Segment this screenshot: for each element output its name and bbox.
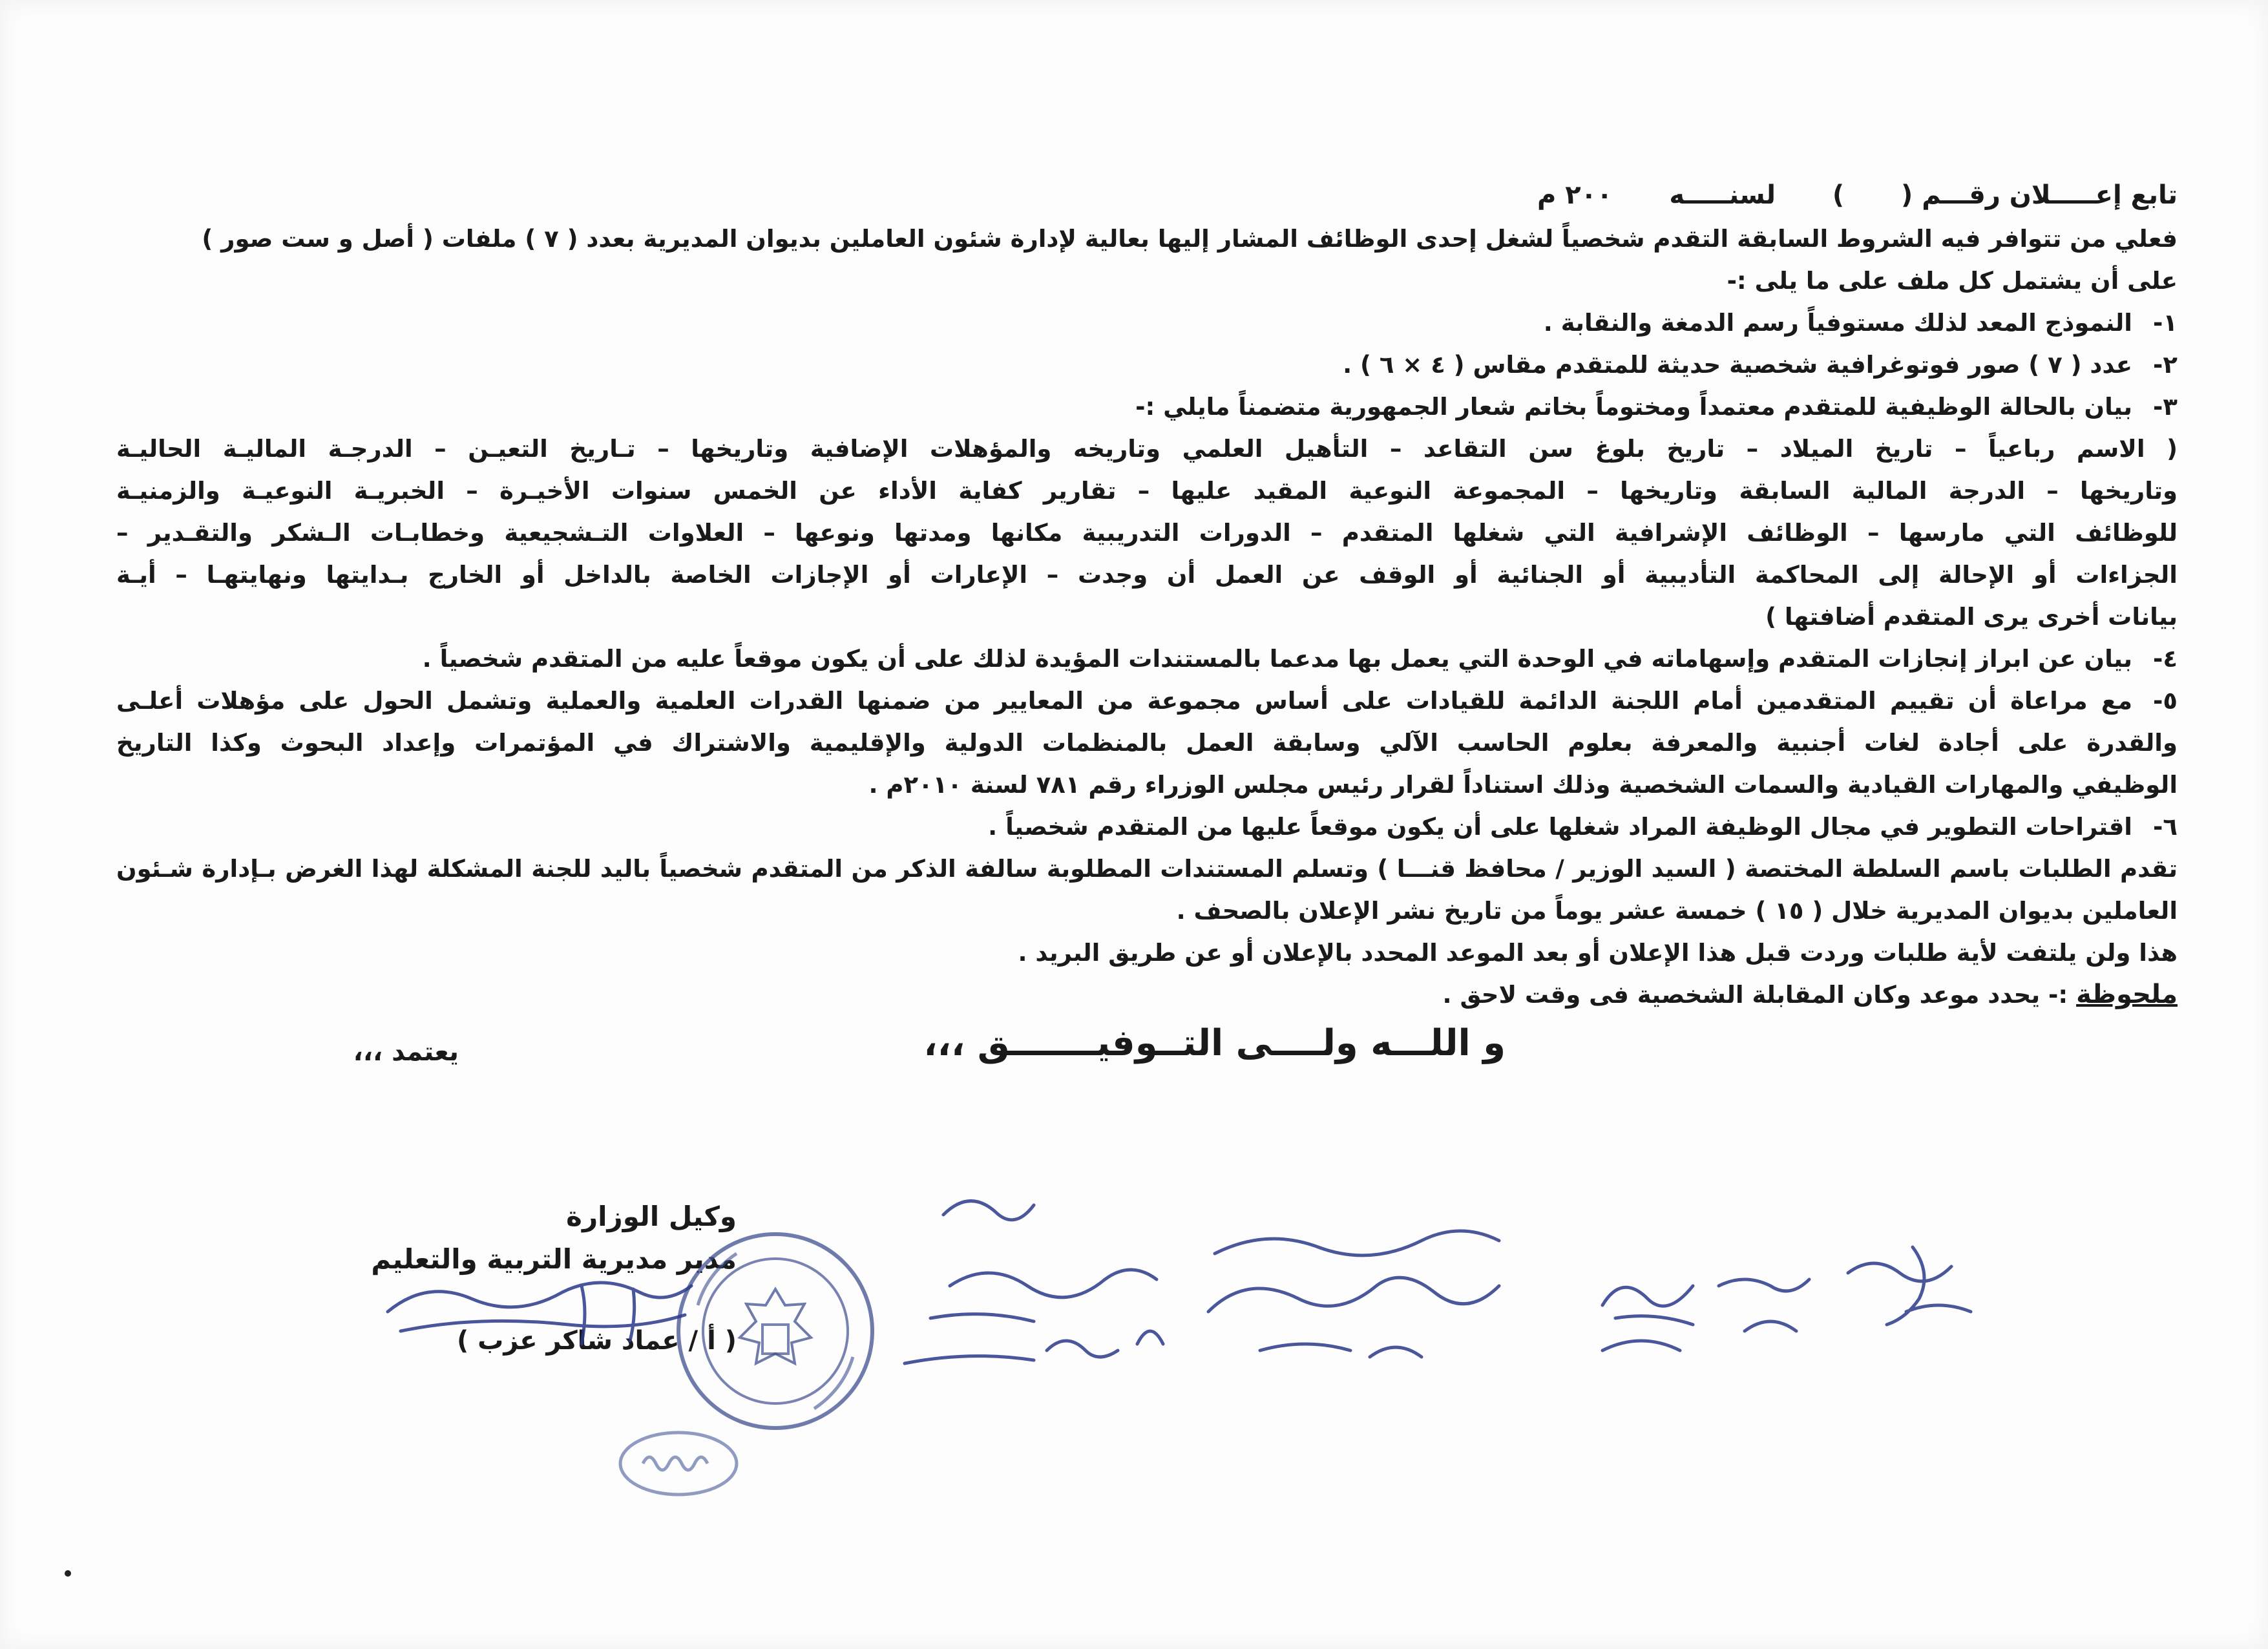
signatory-title: مدير مديرية التربية والتعليم: [371, 1243, 737, 1275]
item-text: مع مراعاة أن تقييم المتقدمين أمام اللجنة الدائمة للقيادات على أساس مجموعة من المعايير من ضمنها القدرات العلمية والعملية وتشمل الحول على مؤهلات أعلـى: [116, 687, 2132, 715]
item-text: عدد ( ٧ ) صور فوتوغرافية شخصية حديثة للمتقدم مقاس ( ٤ × ٦ ) .: [1343, 351, 2132, 379]
detail-line: ( الاسم رباعياً – تاريخ الميلاد – تاريخ بلوغ سن التقاعد – التأهيل العلمي وتاريخه والمؤهلات الإضافية وتاريخها – تـاريخ التعيـن – الدرجـة الماليـة الحاليـة: [116, 435, 2178, 463]
heading-year-value: ٢٠٠ م: [1537, 180, 1613, 210]
note-text: :- يحدد موعد وكان المقابلة الشخصية فى وقت لاحق .: [1442, 981, 2068, 1009]
detail-line: بيانات أخرى يرى المتقدم أضافتها ): [1765, 603, 2178, 631]
item-number: ٢-: [2153, 351, 2178, 379]
item-number: ٤-: [2153, 645, 2178, 673]
note-label: ملحوظة: [2076, 980, 2178, 1009]
heading-year-label: لسنـــــه: [1669, 180, 1776, 210]
submission-line: هذا ولن يلتفت لأية طلبات وردت قبل هذا الإعلان أو بعد الموعد المحدد بالإعلان أو عن طريق البريد .: [1018, 939, 2178, 967]
item-text: النموذج المعد لذلك مستوفياً رسم الدمغة والنقابة .: [1543, 309, 2132, 337]
scan-speck: [65, 1570, 71, 1577]
item-text: اقتراحات التطوير في مجال الوظيفة المراد شغلها على أن يكون موقعاً عليها من المتقدم شخصياً .: [988, 813, 2132, 841]
intro-line: فعلي من تتوافر فيه الشروط السابقة التقدم شخصياً لشغل إحدى الوظائف المشار إليها بعالية لإدارة شئون العاملين بديوان المديرية بعدد ( ٧ ) ملفات ( أصل و ست صور ): [202, 225, 2178, 253]
submission-line: تقدم الطلبات باسم السلطة المختصة ( السيد الوزير / محافظ قنـــا ) وتسلم المستندات المطلوبة سالفة الذكر من المتقدم شخصياً باليد للجنة المشكلة لهذا الغرض بـإدارة شـئون: [116, 855, 2178, 883]
item-number: ٦-: [2153, 813, 2178, 841]
heading-close: ): [1832, 180, 1845, 210]
signatory-title: وكيل الوزارة: [566, 1201, 737, 1232]
detail-line: وتاريخها – الدرجة المالية السابقة وتاريخها – المجموعة النوعية المقيد عليها – تقارير كفاية الأداء عن الخمس سنوات الأخيـرة – الخبريـة النوعيـة والزمنيـة: [116, 477, 2178, 505]
item-text: بيان بالحالة الوظيفية للمتقدم معتمداً ومختوماً بخاتم شعار الجمهورية متضمناً مايلي :-: [1135, 393, 2132, 421]
approval-label: يعتمد ،،،: [353, 1037, 459, 1067]
item-number: ١-: [2153, 309, 2178, 337]
item-number: ٥-: [2153, 687, 2178, 715]
intro-line: على أن يشتمل كل ملف على ما يلى :-: [1727, 267, 2178, 295]
item-number: ٣-: [2153, 393, 2178, 421]
detail-line: للوظائف التي مارسها – الوظائف الإشرافية التي شغلها المتقدم – الدورات التدريبية مكانها ومدتها ونوعها – العلاوات التـشجيعية وخطابـات الـشكر والتقـدير –: [116, 519, 2178, 547]
submission-line: العاملين بديوان المديرية خلال ( ١٥ ) خمسة عشر يوماً من تاريخ نشر الإعلان بالصحف .: [1176, 897, 2178, 925]
detail-line: الجزاءات أو الإحالة إلى المحاكمة التأديبية أو الجنائية أو الوقف عن العمل أن وجدت – الإعارات أو الإجازات الخاصة بالداخل أو الخارج بـدايتها ونهايتهـا – أيـة: [116, 561, 2178, 589]
item-text-continued: الوظيفي والمهارات القيادية والسمات الشخصية وذلك استناداً لقرار رئيس مجلس الوزراء رقم ٧٨١ لسنة ٢٠١٠م .: [868, 771, 2178, 799]
item-text: بيان عن ابراز إنجازات المتقدم وإسهاماته في الوحدة التي يعمل بها مدعما بالمستندات المؤيدة لذلك على أن يكون موقعاً عليه من المتقدم شخصياً .: [422, 645, 2132, 673]
closing-phrase: و اللـــه ولــــى التــوفيـــــــق ،،،: [923, 1022, 1506, 1064]
signatory-name: ( أ / عماد شاكر عزب ): [456, 1326, 737, 1356]
item-text-continued: والقدرة على أجادة لغات أجنبية والمعرفة بعلوم الحاسب الآلي وسابقة العمل بالمنظمات الدولية والإقليمية والاشتراك في المؤتمرات وإعداد البحوث وكذا التاريخ: [116, 729, 2178, 757]
heading-title: تابع إعـــــلان رقـــم (: [1901, 180, 2178, 210]
